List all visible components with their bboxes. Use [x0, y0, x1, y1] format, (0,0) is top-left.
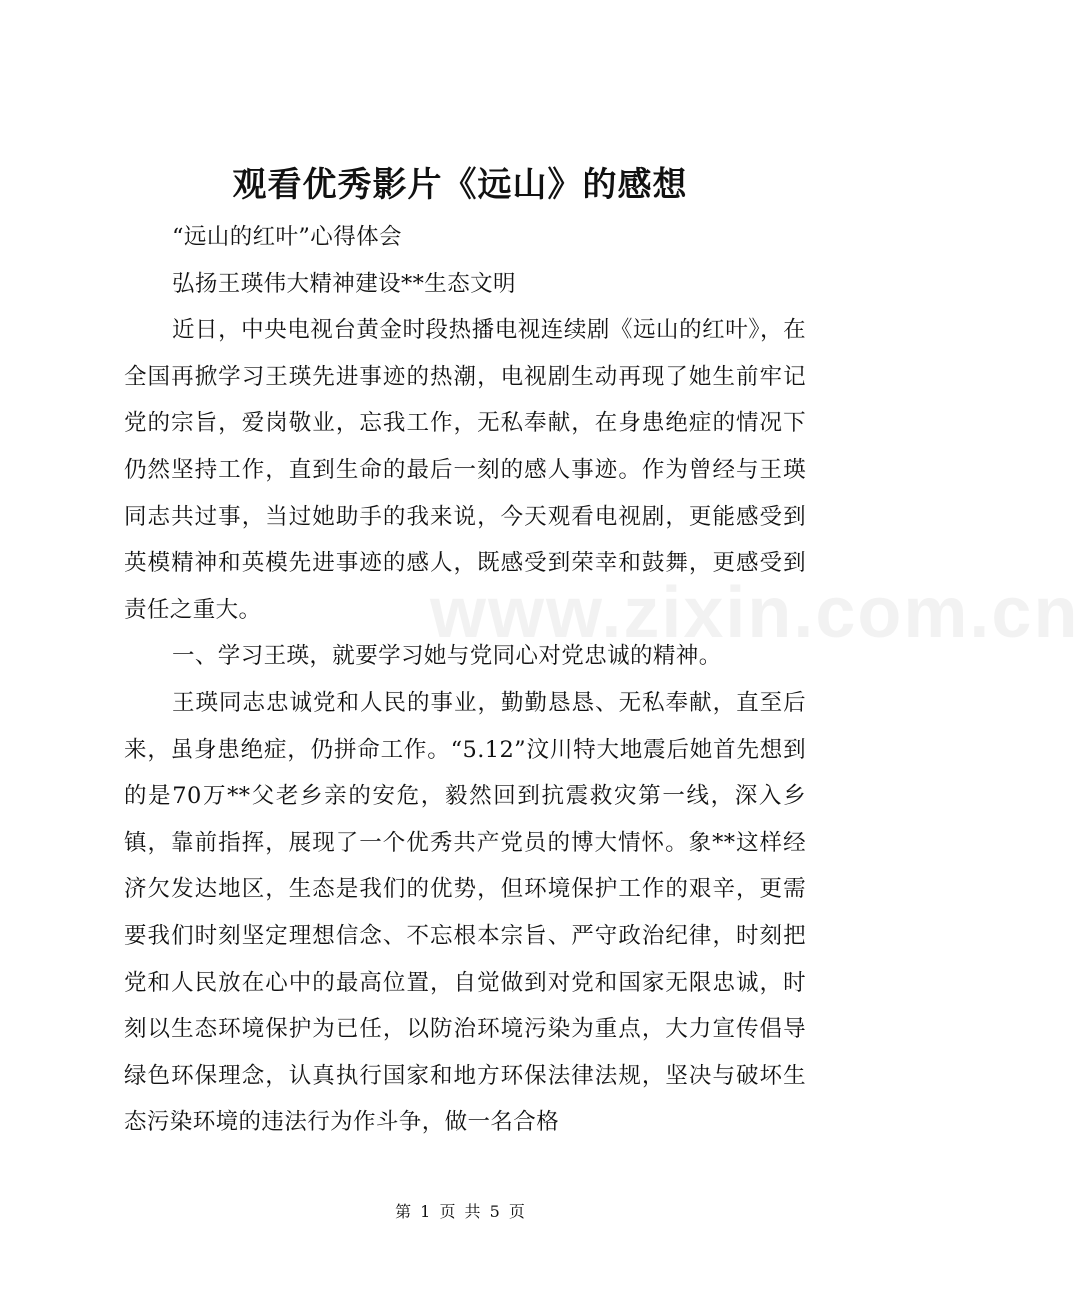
watermark: www.zixin.com.cn: [430, 573, 1079, 653]
page-footer: 第 1 页 共 5 页: [395, 1202, 525, 1221]
page-title: 观看优秀影片《远山》的感想: [232, 165, 688, 205]
theme-paragraph: 弘扬王瑛伟大精神建设**生态文明: [172, 270, 516, 297]
section-heading: 一、学习王瑛，就要学习她与党同心对党忠诚的精神。: [172, 643, 722, 670]
body-paragraph: 王瑛同志忠诚党和人民的事业，勤勤恳恳、无私奉献，直至后来，虽身患绝症，仍拼命工作。“5.12”汶川特大地震后她首先想到的是70万**父老乡亲的安危，毅然回到抗震救灾第一线，深入乡镇，靠前指挥，展现了一个优秀共产党员的博大情怀。象**这样经济欠发达地区，生态是我们的优势，但环境保护工作的艰辛，更需要我们时刻坚定理想信念、不忘根本宗旨、严守政治纪律，时刻把党和人民放在心中的最高位置，自觉做到对党和国家无限忠诚，时刻以生态环境保护为已任，以防治环境污染为重点，大力宣传倡导绿色环保理念，认真执行国家和地方环保法律法规，坚决与破坏生态污染环境的违法行为作斗争，做一名合格: [124, 689, 806, 1136]
subtitle-paragraph: “远山的红叶”心得体会: [172, 224, 402, 250]
document-body: [124, 214, 806, 1146]
intro-paragraph: 近日，中央电视台黄金时段热播电视连续剧《远山的红叶》，在全国再掀学习王瑛先进事迹的热潮，电视剧生动再现了她生前牢记党的宗旨，爱岗敬业，忘我工作，无私奉献，在身患绝症的情况下仍然坚持工作，直到生命的最后一刻的感人事迹。作为曾经与王瑛同志共过事，当过她助手的我来说，今天观看电视剧，更能感受到英模精神和英模先进事迹的感人，既感受到荣幸和鼓舞，更感受到责任之重大。: [124, 317, 806, 623]
